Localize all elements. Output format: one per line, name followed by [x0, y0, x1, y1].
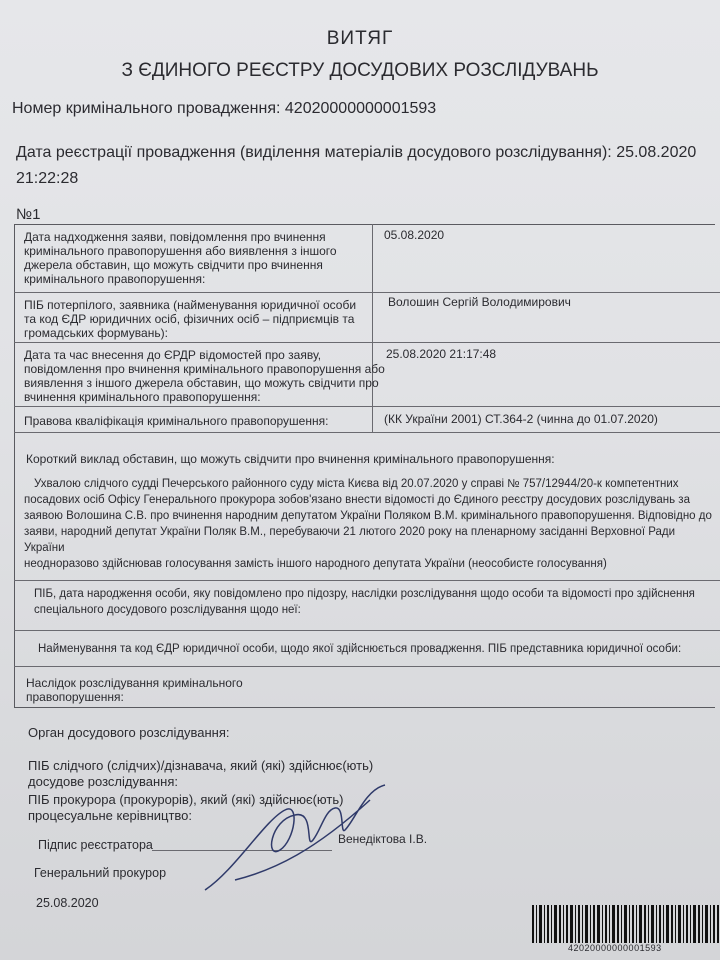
- document-subtitle: З ЄДИНОГО РЕЄСТРУ ДОСУДОВИХ РОЗСЛІДУВАНЬ: [121, 60, 599, 81]
- suspect-info: ПІБ, дата народження особи, яку повідомлено про підозру, наслідки розслідування щодо особи та відомості про здійснення спеціального досудового розслідування щодо неї:: [34, 588, 695, 616]
- barcode-graphic: [530, 905, 720, 945]
- registration-date-label: Дата реєстрації провадження (виділення матеріалів досудового розслідування):: [16, 144, 612, 161]
- barcode-number: 42020000000001593: [568, 943, 662, 953]
- barcode: [530, 905, 720, 945]
- document-title: ВИТЯГ: [326, 28, 394, 49]
- prosecutor-label: ПІБ прокурора (прокурорів), який (які) здійснює(ють) процесуальне керівництво:: [28, 792, 344, 823]
- row-received-date-label: Дата надходження заяви, повідомлення про вчинення кримінального правопорушення або виявлення з іншого джерела обставин, що можуть свідчити про вчинення кримінального правопорушення:: [24, 230, 337, 286]
- record-number: №1: [16, 206, 41, 223]
- registrar-name: Венедіктова І.В.: [338, 832, 428, 846]
- issue-date: 25.08.2020: [36, 896, 99, 910]
- investigator-label: ПІБ слідчого (слідчих)/дізнавача, який (які) здійснює(ють) досудове розслідування:: [28, 758, 374, 789]
- row-qualification-value: (КК України 2001) СТ.364-2 (чинна до 01.07.2020): [384, 412, 658, 426]
- summary-text: Ухвалою слідчого судді Печерського районного суду міста Києва від 20.07.2020 у справі № 757/12944/20-к компетентних посадових осіб Офісу Генерального прокурора зобов'язано внести відомості до Єдиного реєстру досудових розслідувань за заявою Волошина С.В. про вчинення народним депутатом України Поляком В.М. кримінального правопорушення. Відповідно до заяви, народний депутат України Поляк В.М., перебуваючи 21 лютого 2020 року на пленарному засіданні Верховної Ради України неодноразово здійснював голосування замість іншого народного депутата України (неособисте голосування): [24, 478, 712, 570]
- row-applicant-value: Волошин Сергій Володимирович: [388, 295, 571, 309]
- registration-time: 21:22:28: [16, 170, 79, 187]
- legal-entity-label: Найменування та код ЄДР юридичної особи, щодо якої здійснюється провадження. ПІБ представника юридичної особи:: [38, 643, 682, 655]
- row-applicant-label: ПІБ потерпілого, заявника (найменування юридичної особи та код ЄДР юридичних осіб, фізичних осіб – підприємців та громадських формувань):: [24, 298, 357, 340]
- authority-label: Орган досудового розслідування:: [28, 725, 230, 740]
- consequence-label: Наслідок розслідування кримінального правопорушення:: [26, 676, 243, 704]
- registrar-signature-label: Підпис реєстратора: [38, 838, 153, 852]
- summary-label: Короткий виклад обставин, що можуть свідчити про вчинення кримінального правопорушення:: [26, 452, 555, 466]
- record-table: [14, 224, 715, 708]
- handwritten-signature: [195, 780, 395, 900]
- registration-date-line: [16, 144, 706, 162]
- row-received-date-value: 05.08.2020: [384, 228, 445, 242]
- registration-date: 25.08.2020: [616, 144, 697, 161]
- case-number-line: [12, 100, 436, 118]
- case-number-label: Номер кримінального провадження:: [12, 100, 281, 117]
- row-entry-date-value: 25.08.2020 21:17:48: [386, 347, 497, 361]
- row-qualification-label: Правова кваліфікація кримінального правопорушення:: [24, 414, 329, 428]
- case-number: 42020000000001593: [284, 100, 437, 117]
- position-label: Генеральний прокурор: [34, 866, 167, 880]
- row-entry-date-label: Дата та час внесення до ЄРДР відомостей про заяву, повідомлення про вчинення кримінального правопорушення або виявлення з іншого джерела обставин, що можуть свідчити про вчинення кримінального правопорушення:: [24, 348, 385, 404]
